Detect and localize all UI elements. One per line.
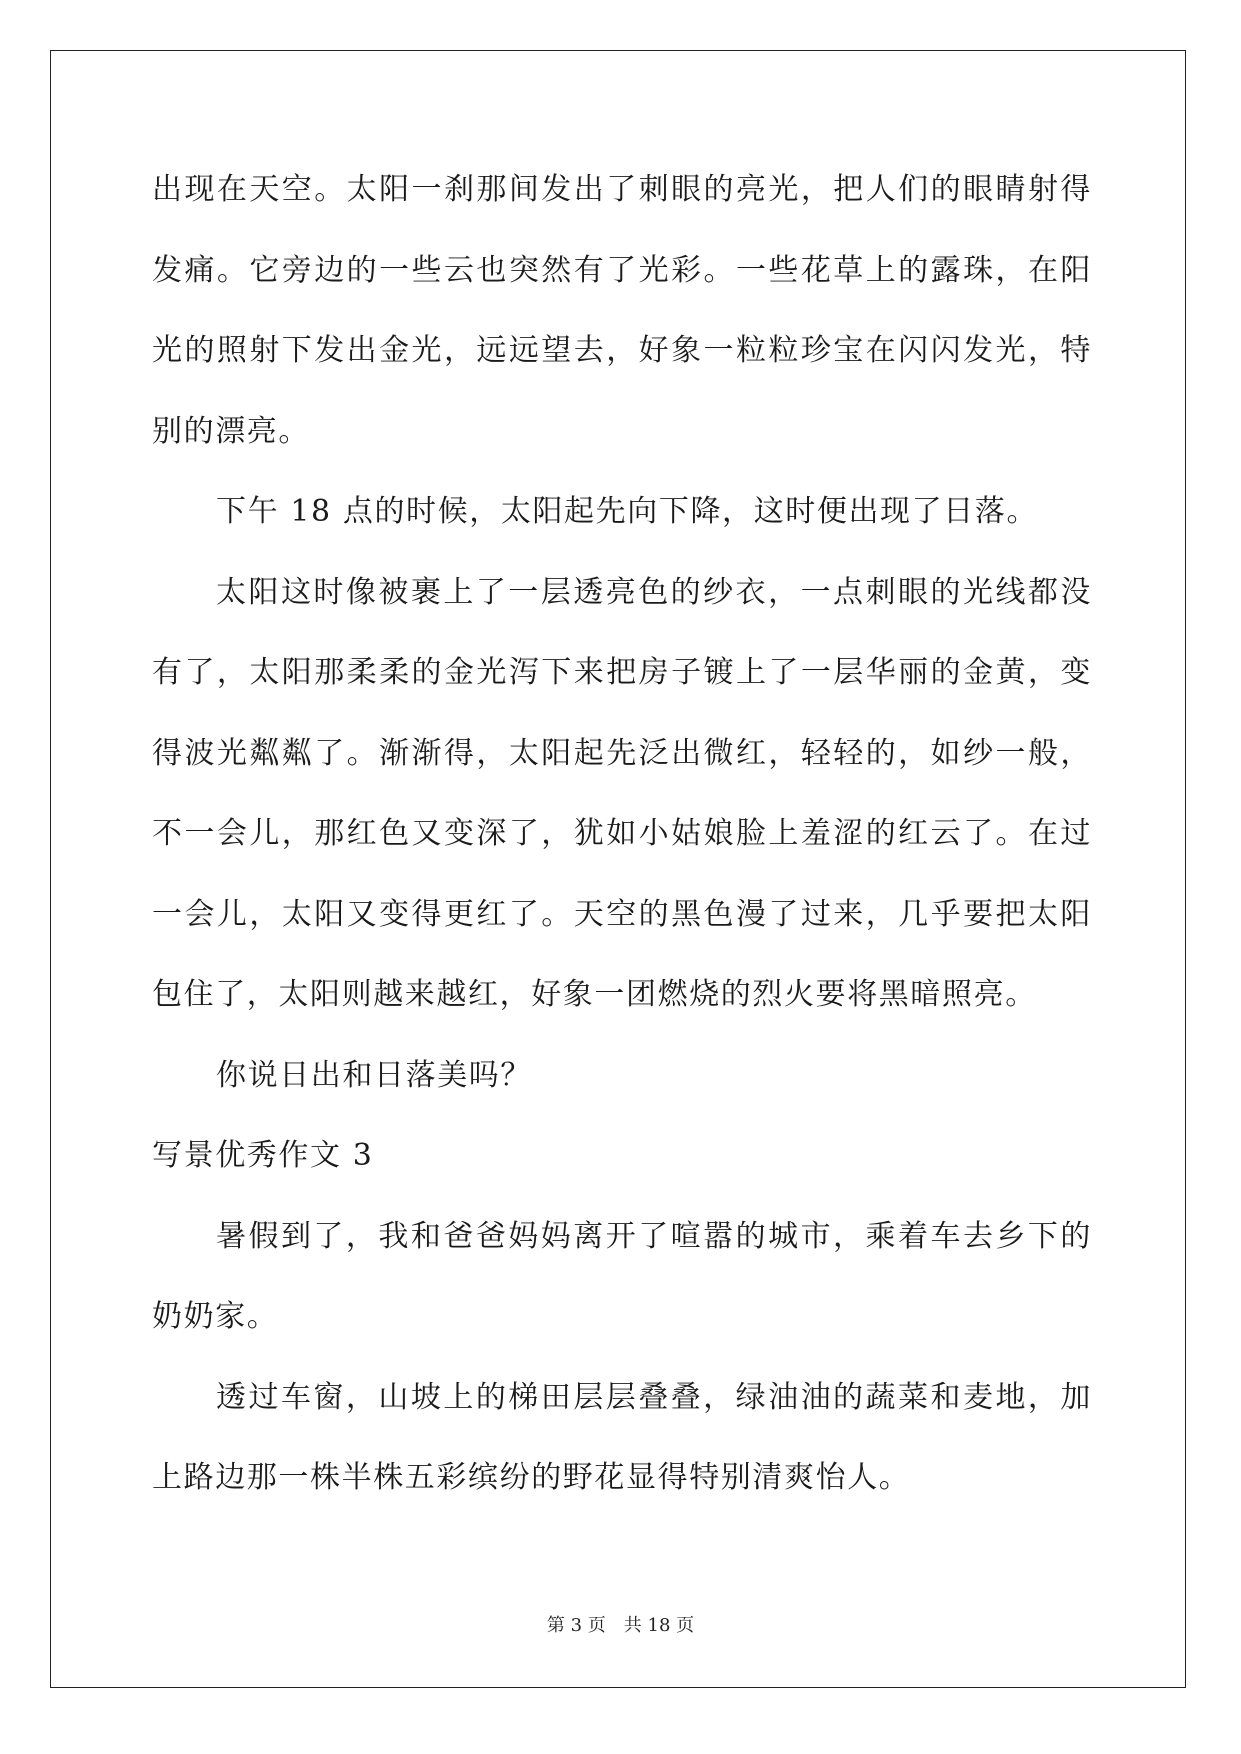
page-number-label: 第 3 页 共 18 页 [546,1615,695,1636]
paragraph-5: 暑假到了，我和爸爸妈妈离开了喧嚣的城市，乘着车去乡下的奶奶家。 [152,1218,1092,1334]
paragraph-3: 太阳这时像被裹上了一层透亮色的纱衣，一点刺眼的光线都没有了，太阳那柔柔的金光泻下来把房子镀上了一层华丽的金黄，变得波光粼粼了。渐渐得，太阳起先泛出微红，轻轻的，如纱一般，不一会儿，那红色又变深了，犹如小姑娘脸上羞涩的红云了。在过一会儿，太阳又变得更红了。天空的黑色漫了过来，几乎要把太阳包住了，太阳则越来越红，好象一团燃烧的烈火要将黑暗照亮。 [152,574,1092,1012]
document-body [152,150,1092,1519]
section-heading: 写景优秀作文 3 [152,1138,374,1173]
page-footer [0,1611,1241,1637]
paragraph-1: 出现在天空。太阳一刹那间发出了刺眼的亮光，把人们的眼睛射得发痛。它旁边的一些云也突然有了光彩。一些花草上的露珠，在阳光的照射下发出金光，远远望去，好象一粒粒珍宝在闪闪发光，特别的漂亮。 [152,172,1092,449]
paragraph-6: 透过车窗，山坡上的梯田层层叠叠，绿油油的蔬菜和麦地，加上路边那一株半株五彩缤纷的野花显得特别清爽怡人。 [152,1379,1092,1495]
paragraph-2: 下午 18 点的时候，太阳起先向下降，这时便出现了日落。 [216,494,1039,529]
paragraph-4: 你说日出和日落美吗？ [216,1057,532,1093]
